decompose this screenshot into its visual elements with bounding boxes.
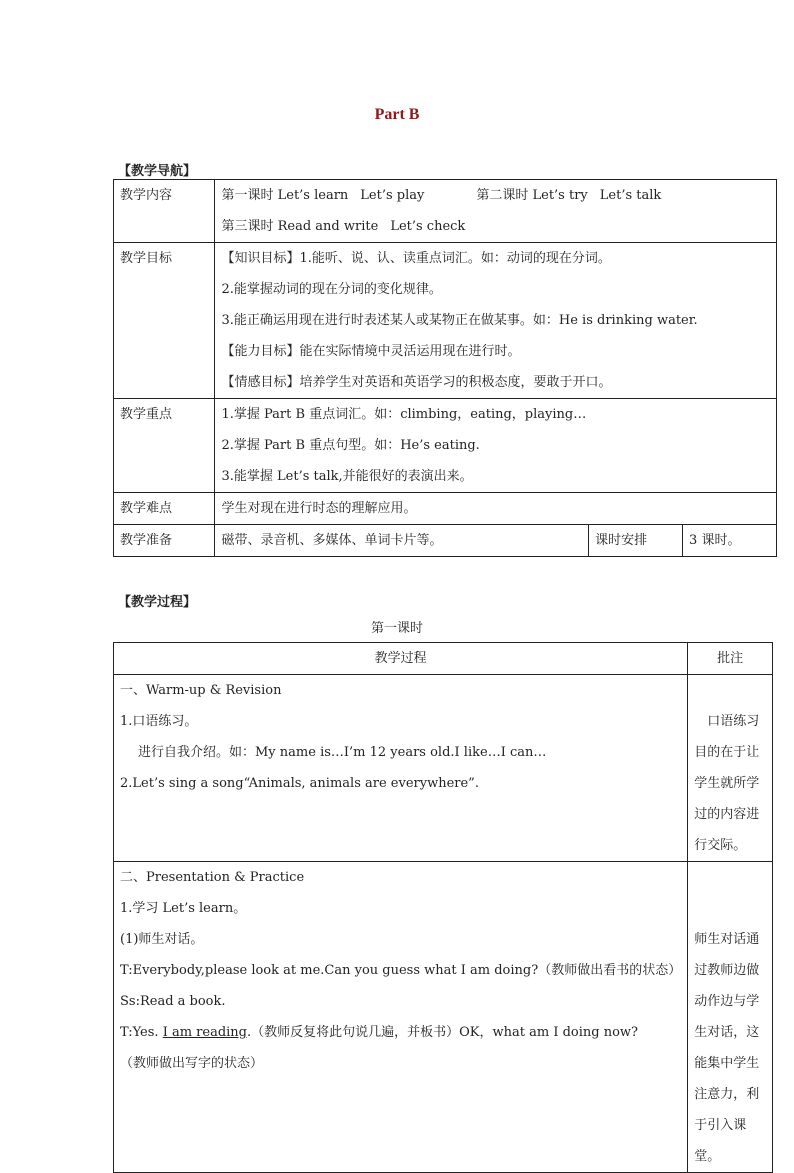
warmup-row	[114, 675, 773, 862]
content-cell	[215, 180, 777, 243]
presentation-row	[114, 862, 773, 1173]
lesson1-heading: 第一课时	[370, 621, 423, 636]
presentation-line: Ss:Read a book.	[120, 994, 226, 1009]
difficulty-text: 学生对现在进行时态的理解应用。	[215, 493, 777, 525]
schedule-label: 课时安排	[589, 525, 683, 557]
presentation-line: 二、Presentation & Practice	[120, 870, 305, 885]
content-label: 教学内容	[114, 180, 215, 243]
presentation-line: T:Everybody,please look at me.Can you guess what I am doing?（教师做出看书的状态）	[120, 963, 682, 978]
goal-line: 【情感目标】培养学生对英语和英语学习的积极态度，要敢于开口。	[221, 375, 612, 390]
lesson2-talk: Let’s talk	[599, 188, 662, 203]
teaching-guide-heading: 【教学导航】	[118, 164, 197, 179]
key-points-cell	[215, 399, 777, 493]
presentation-line: (1)师生对话。	[120, 932, 204, 947]
prep-label: 教学准备	[114, 525, 215, 557]
presentation-note: 师生对话通过教师边做动作边与学生对话，这能集中学生注意力，利于引入课堂。	[688, 862, 773, 1173]
page-title: Part B	[374, 106, 420, 123]
goal-line: 【知识目标】1.能听、说、认、读重点词汇。如：动词的现在分词。	[221, 251, 611, 266]
warmup-cell	[114, 675, 688, 862]
lesson2-try: 第二课时 Let’s try	[476, 188, 588, 203]
presentation-line: （教师做出写字的状态）	[120, 1056, 264, 1071]
teacher-yes: T:Yes.	[120, 1025, 159, 1040]
lesson3-read-write: 第三课时 Read and write	[221, 219, 379, 234]
key-point-line: 1.掌握 Part B 重点词汇。如：climbing，eating，playing…	[221, 407, 587, 422]
warmup-line: 1.口语练习。	[120, 714, 198, 729]
col-notes-header: 批注	[688, 643, 773, 675]
content-row	[114, 180, 777, 243]
key-points-label: 教学重点	[114, 399, 215, 493]
lesson1-learn: 第一课时 Let’s learn	[221, 188, 349, 203]
lesson1-play: Let’s play	[360, 188, 425, 203]
teaching-guide-table	[113, 179, 777, 557]
underlined-sentence: I am reading	[162, 1025, 247, 1040]
warmup-line: 一、Warm-up & Revision	[120, 683, 282, 698]
col-process-header: 教学过程	[114, 643, 688, 675]
goals-cell	[215, 243, 777, 399]
lesson1-table	[113, 642, 773, 1173]
warmup-note: 口语练习目的在于让学生就所学过的内容进行交际。	[688, 675, 773, 862]
key-points-row	[114, 399, 777, 493]
teacher-followup: .（教师反复将此句说几遍，并板书）OK，what am I doing now?	[247, 1025, 639, 1040]
goals-row	[114, 243, 777, 399]
warmup-line: 2.Let’s sing a song“Animals, animals are everywhere”.	[120, 776, 479, 791]
key-point-line: 3.能掌握 Let’s talk,并能很好的表演出来。	[221, 469, 473, 484]
presentation-line: 1.学习 Let’s learn。	[120, 901, 247, 916]
header-row	[114, 643, 773, 675]
lesson3-check: Let’s check	[390, 219, 466, 234]
presentation-cell	[114, 862, 688, 1173]
difficulty-label: 教学难点	[114, 493, 215, 525]
prep-row	[114, 525, 777, 557]
prep-text: 磁带、录音机、多媒体、单词卡片等。	[215, 525, 589, 557]
key-point-line: 2.掌握 Part B 重点句型。如：He’s eating.	[221, 438, 480, 453]
goals-label: 教学目标	[114, 243, 215, 399]
difficulty-row	[114, 493, 777, 525]
goal-line: 3.能正确运用现在进行时表述某人或某物正在做某事。如：He is drinking water.	[221, 313, 698, 328]
warmup-line: 进行自我介绍。如：My name is…I’m 12 years old.I like…I can…	[138, 745, 547, 760]
goal-line: 【能力目标】能在实际情境中灵活运用现在进行时。	[221, 344, 521, 359]
goal-line: 2.能掌握动词的现在分词的变化规律。	[221, 282, 442, 297]
schedule-value: 3 课时。	[683, 525, 777, 557]
teaching-process-heading: 【教学过程】	[118, 595, 197, 610]
